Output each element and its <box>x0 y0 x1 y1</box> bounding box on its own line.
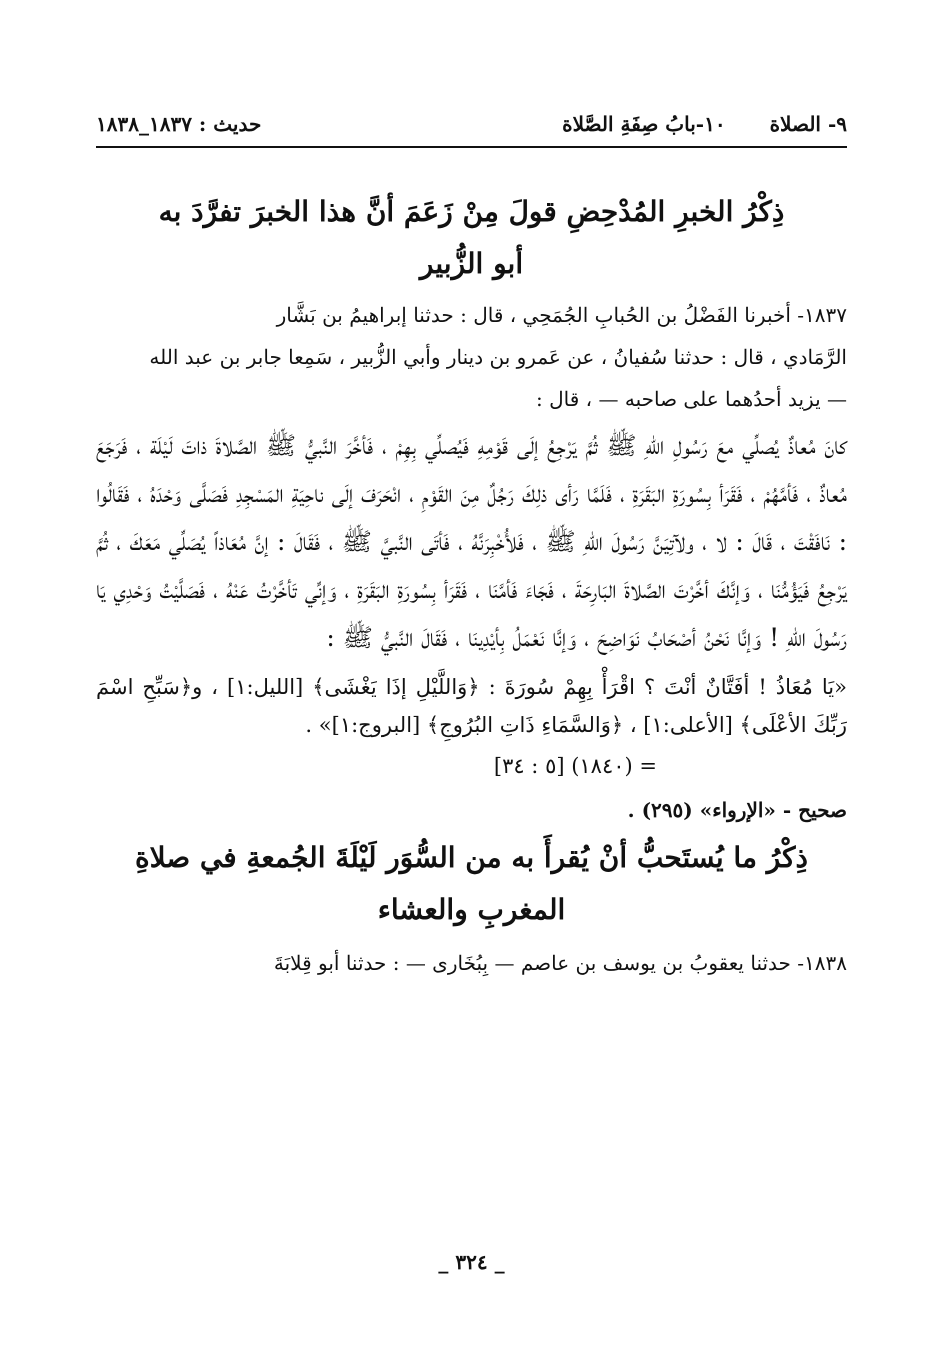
section-title-1-line-1: ذِكْرُ الخبرِ المُدْحِضِ قولَ مِنْ زَعَمَ أنَّ هذا الخبرَ تفرَّدَ به <box>158 195 785 228</box>
section-title-1-line-2: أبو الزُّبير <box>419 247 524 280</box>
running-header <box>96 104 847 144</box>
section-title-2-line-1: ذِكْرُ ما يُستَحبُّ أنْ يُقرأَ به من السُّوَر لَيْلَةَ الجُمعةِ في صلاةِ <box>135 841 808 874</box>
hadith-1837-prophet-quote: «يَا مُعَاذُ ! أفَتَّانٌ أنْتَ ؟ اقْرَأْ بِهِمْ سُورَةَ : ﴿وَاللَّيْلِ إذَا يَغْشَى﴾ [الليل:١] ، و﴿سَبِّحِ اسْمَ رَبِّكَ الأعْلَى﴾ [الأعلى:١] ، ﴿وَالسَّمَاءِ ذَاتِ البُرُوجِ﴾ [البروج:١]» . <box>96 675 847 737</box>
hadith-range-label: حديث : ١٨٣٧_١٨٣٨ <box>96 112 262 136</box>
hadith-1838 <box>96 942 847 984</box>
header-divider <box>96 146 847 148</box>
section-title-2-line-2: المغربِ والعشاء <box>377 893 566 926</box>
section-title-2 <box>96 832 847 936</box>
hadith-1837-grade: صحيح - «الإرواء» (٢٩٥) . <box>627 798 847 822</box>
hadith-1837-isnad-line-2: الرَّمَادي ، قال : حدثنا سُفيانُ ، عن عَمرو بن دينار وأبي الزُّبير ، سَمِعا جابر بن عبد الله <box>149 345 847 369</box>
hadith-1837-matn: كانَ مُعاذٌ يُصلِّي معَ رَسُولِ اللهِ ﷺ ثُمَّ يَرْجِعُ إلَى قَوْمِهِ فَيُصلِّي بِهِمْ ، فَأخَّرَ النَّبيُّ ﷺ الصَّلاةَ ذاتَ لَيْلَة ، فَرَجَعَ مُعاذٌ ، فَأمَّهُمْ ، فَقَرَأ بِسُورَةِ البَقَرَةِ ، فَلَمَّا رَأى ذلِكَ رَجُلٌ مِنَ القَوْمِ ، انْحَرَفَ إلَى ناحِيَةِ المَسْجِدِ فَصَلَّى وَحْدَهُ ، فَقَالُوا : نَافَقْتَ ، قَالَ : لا ، ولآتِيَنَّ رَسُولَ اللهِ ﷺ ، فَلأُخْبِرَنَّهُ ، فَأتَى النَّبيَّ ﷺ ، فَقَالَ : إنَّ مُعَاذاً يُصَلِّي مَعَكَ ، ثُمَّ يَرْجِعُ فَيَؤُمُّنَا ، وَإنَّكَ أخَّرْتَ الصَّلاةَ البَارِحَةَ ، فَجَاءَ فَأمَّنَا ، فَقَرَأ بِسُورَةِ البَقَرَةِ ، وَإنِّي تَأخَّرْتُ عَنْهُ ، فَصَلَّيْتُ وَحْدِي يَا رَسُولَ اللهِ ! وَإنَّا نَحْنُ أصْحَابُ نَوَاضِحَ ، وَإنَّا نَعْمَلُ بِأيْدِينَا ، فَقَالَ النَّبيُّ ﷺ : <box>96 431 847 652</box>
hadith-1837-isnad-line-1: ١٨٣٧- أخبرنا الفَضْلُ بن الحُبابِ الجُمَحِي ، قال : حدثنا إبراهيمُ بن بَشَّار <box>276 303 847 327</box>
hadith-1838-isnad-line-1: ١٨٣٨- حدثنا يعقوبُ بن يوسف بن عاصم — بِبُخَارى — : حدثنا أبو قِلابَةَ <box>273 951 847 975</box>
hadith-1837-isnad-line-3: — يزيد أحدُهما على صاحبه — ، قال : <box>536 387 847 411</box>
book-chapter-label: ٩- الصلاة <box>769 112 847 136</box>
page-number: _ ٣٢٤ _ <box>438 1250 505 1274</box>
hadith-1837 <box>96 294 847 832</box>
header-right-group <box>562 112 847 136</box>
section-label: ١٠-بابُ صِفَةِ الصَّلاة <box>562 112 726 136</box>
hadith-1837-cross-reference: = (١٨٤٠) [٥ : ٣٤] <box>493 754 657 778</box>
page-body <box>96 186 847 984</box>
section-title-1 <box>96 186 847 290</box>
